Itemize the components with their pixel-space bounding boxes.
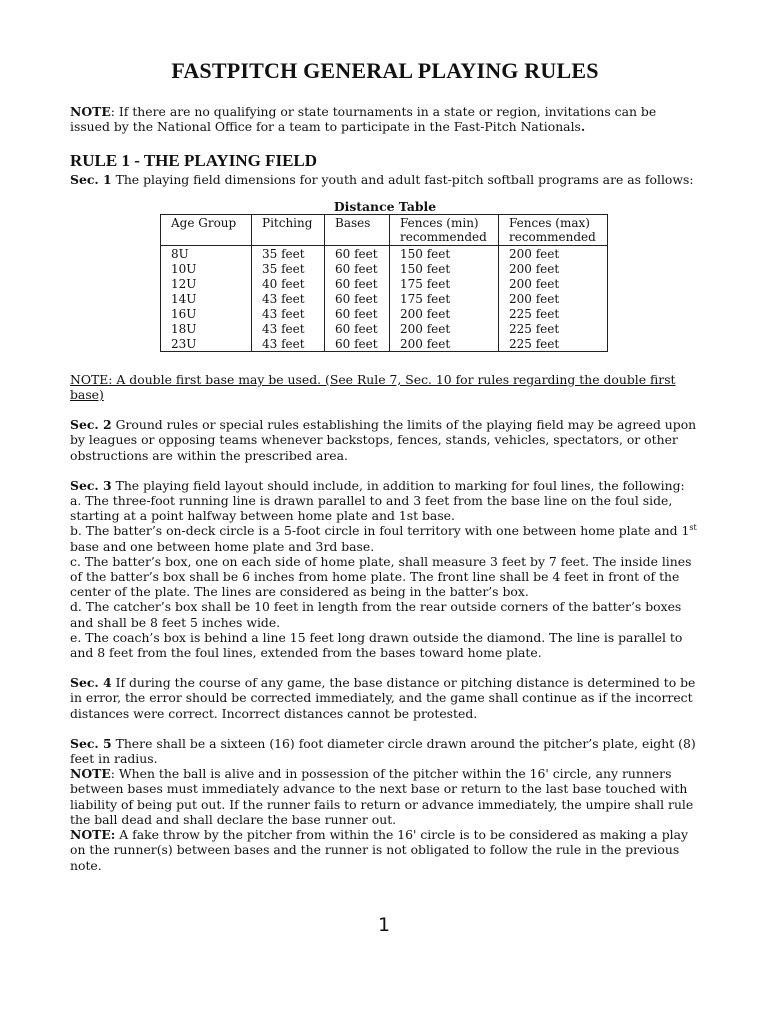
sec-2-label: Sec. 2 [70, 417, 112, 433]
cell-pitching: 43 feet [252, 336, 325, 352]
cell-bases: 60 feet [325, 261, 390, 276]
table-row [161, 276, 608, 291]
cell-fences-max: 225 feet [499, 321, 608, 336]
table-caption: Distance Table [333, 198, 437, 214]
cell-pitching: 43 feet [252, 321, 325, 336]
cell-fences-min: 175 feet [390, 291, 499, 306]
table-row [161, 291, 608, 306]
sec-3-b-post: base and one between home plate and 3rd base. [70, 538, 375, 554]
sec-5-note-2 [70, 827, 700, 873]
header-fences-max: Fences (max) recommended [499, 214, 608, 245]
cell-age-group: 10U [161, 261, 252, 276]
header-bases: Bases [325, 214, 390, 245]
cell-fences-max: 200 feet [499, 261, 608, 276]
cell-pitching: 43 feet [252, 306, 325, 321]
cell-fences-max: 225 feet [499, 306, 608, 321]
document-page [70, 58, 700, 873]
cell-age-group: 14U [161, 291, 252, 306]
cell-pitching: 40 feet [252, 276, 325, 291]
note-1-label: NOTE [70, 766, 111, 782]
cell-bases: 60 feet [325, 336, 390, 352]
sec-5-note-1 [70, 766, 700, 827]
cell-bases: 60 feet [325, 321, 390, 336]
sec-3-item-e: e. The coach’s box is behind a line 15 feet long drawn outside the diamond. The line is parallel to and 8 feet from the foul lines, extended from the bases toward home plate. [70, 629, 683, 661]
note-end: . [580, 119, 586, 135]
sec-2 [70, 417, 700, 463]
cell-fences-min: 175 feet [390, 276, 499, 291]
note-2-label: NOTE: [70, 827, 116, 843]
cell-age-group: 18U [161, 321, 252, 336]
cell-age-group: 8U [161, 245, 252, 261]
sec-3-text: The playing field layout should include, in addition to marking for foul lines, the following: [111, 477, 685, 493]
sec-3 [70, 478, 700, 493]
page-number: 1 [377, 914, 391, 936]
sec-1-label: Sec. 1 [70, 172, 112, 188]
sec-3-item-b [70, 523, 700, 553]
sec-1-text: The playing field dimensions for youth and adult fast-pitch softball programs are as follows: [111, 172, 694, 188]
sec-3-item-c: c. The batter’s box, one on each side of home plate, shall measure 3 feet by 7 feet. The inside lines of the batter’s box shall be 6 inches from home plate. The front line shall be 4 feet in front of the center of the plate. The lines are considered as being in the batter’s box. [70, 553, 692, 600]
intro-note [70, 104, 700, 134]
cell-bases: 60 feet [325, 291, 390, 306]
distance-table [160, 214, 608, 352]
cell-fences-max: 200 feet [499, 276, 608, 291]
table-row [161, 306, 608, 321]
sec-3-b-sup: st [689, 523, 697, 533]
header-age-group: Age Group [161, 214, 252, 245]
double-base-note: NOTE: A double first base may be used. (See Rule 7, Sec. 10 for rules regarding the double first base) [70, 371, 676, 403]
sec-3-b-pre: b. The batter’s on-deck circle is a 5-foot circle in foul territory with one between home plate and 1 [70, 523, 690, 539]
sec-4-text: If during the course of any game, the base distance or pitching distance is determined to be in error, the error should be corrected immediately, and the game shall continue as if the incorrect distances were correct. Incorrect distances cannot be protested. [70, 675, 696, 721]
header-fences-min: Fences (min) recommended [390, 214, 499, 245]
sec-4-label: Sec. 4 [70, 675, 112, 691]
cell-fences-min: 150 feet [390, 245, 499, 261]
sec-3-label: Sec. 3 [70, 477, 112, 493]
table-header-row [161, 214, 608, 245]
cell-fences-max: 225 feet [499, 336, 608, 352]
rule-1-heading: RULE 1 - THE PLAYING FIELD [70, 151, 318, 171]
cell-pitching: 43 feet [252, 291, 325, 306]
sec-3-item-d: d. The catcher’s box shall be 10 feet in length from the rear outside corners of the batter’s boxes and shall be 8 feet 5 inches wide. [70, 599, 682, 630]
cell-fences-max: 200 feet [499, 245, 608, 261]
sec-2-text: Ground rules or special rules establishing the limits of the playing field may be agreed upon by leagues or opposing teams whenever backstops, fences, stands, vehicles, spectators, or other obstructions are within the prescribed area. [70, 417, 697, 463]
table-row [161, 245, 608, 261]
sec-1 [70, 172, 700, 187]
cell-age-group: 23U [161, 336, 252, 352]
cell-pitching: 35 feet [252, 245, 325, 261]
cell-age-group: 12U [161, 276, 252, 291]
page-title: FASTPITCH GENERAL PLAYING RULES [171, 58, 599, 83]
table-row [161, 336, 608, 352]
table-row [161, 321, 608, 336]
cell-age-group: 16U [161, 306, 252, 321]
header-pitching: Pitching [252, 214, 325, 245]
note-text: : If there are no qualifying or state tournaments in a state or region, invitations can be issued by the National Office for a team to participate in the Fast-Pitch Nationals [70, 104, 657, 135]
cell-bases: 60 feet [325, 276, 390, 291]
note-1-text: : When the ball is alive and in possession of the pitcher within the 16' circle, any runners between bases must immediately advance to the next base or return to the last base touched with liability of being put out. If the runner fails to return or advance immediately, the umpire shall rule the ball dead and shall declare the base runner out. [70, 766, 694, 827]
note-label: NOTE [70, 104, 111, 119]
cell-fences-min: 200 feet [390, 321, 499, 336]
cell-fences-min: 150 feet [390, 261, 499, 276]
table-row [161, 261, 608, 276]
sec-5 [70, 736, 700, 766]
cell-bases: 60 feet [325, 245, 390, 261]
note-2-text: A fake throw by the pitcher from within the 16' circle is to be considered as making a play on the runner(s) between bases and the runner is not obligated to follow the rule in the previous note. [70, 827, 689, 873]
sec-3-item-a: a. The three-foot running line is drawn parallel to and 3 feet from the base line on the foul side, starting at a point halfway between home plate and 1st base. [70, 493, 673, 524]
sec-5-label: Sec. 5 [70, 735, 112, 751]
cell-fences-min: 200 feet [390, 336, 499, 352]
sec-4 [70, 675, 700, 721]
cell-pitching: 35 feet [252, 261, 325, 276]
cell-fences-max: 200 feet [499, 291, 608, 306]
cell-fences-min: 200 feet [390, 306, 499, 321]
sec-5-text: There shall be a sixteen (16) foot diameter circle drawn around the pitcher’s plate, eight (8) feet in radius. [70, 735, 696, 767]
cell-bases: 60 feet [325, 306, 390, 321]
